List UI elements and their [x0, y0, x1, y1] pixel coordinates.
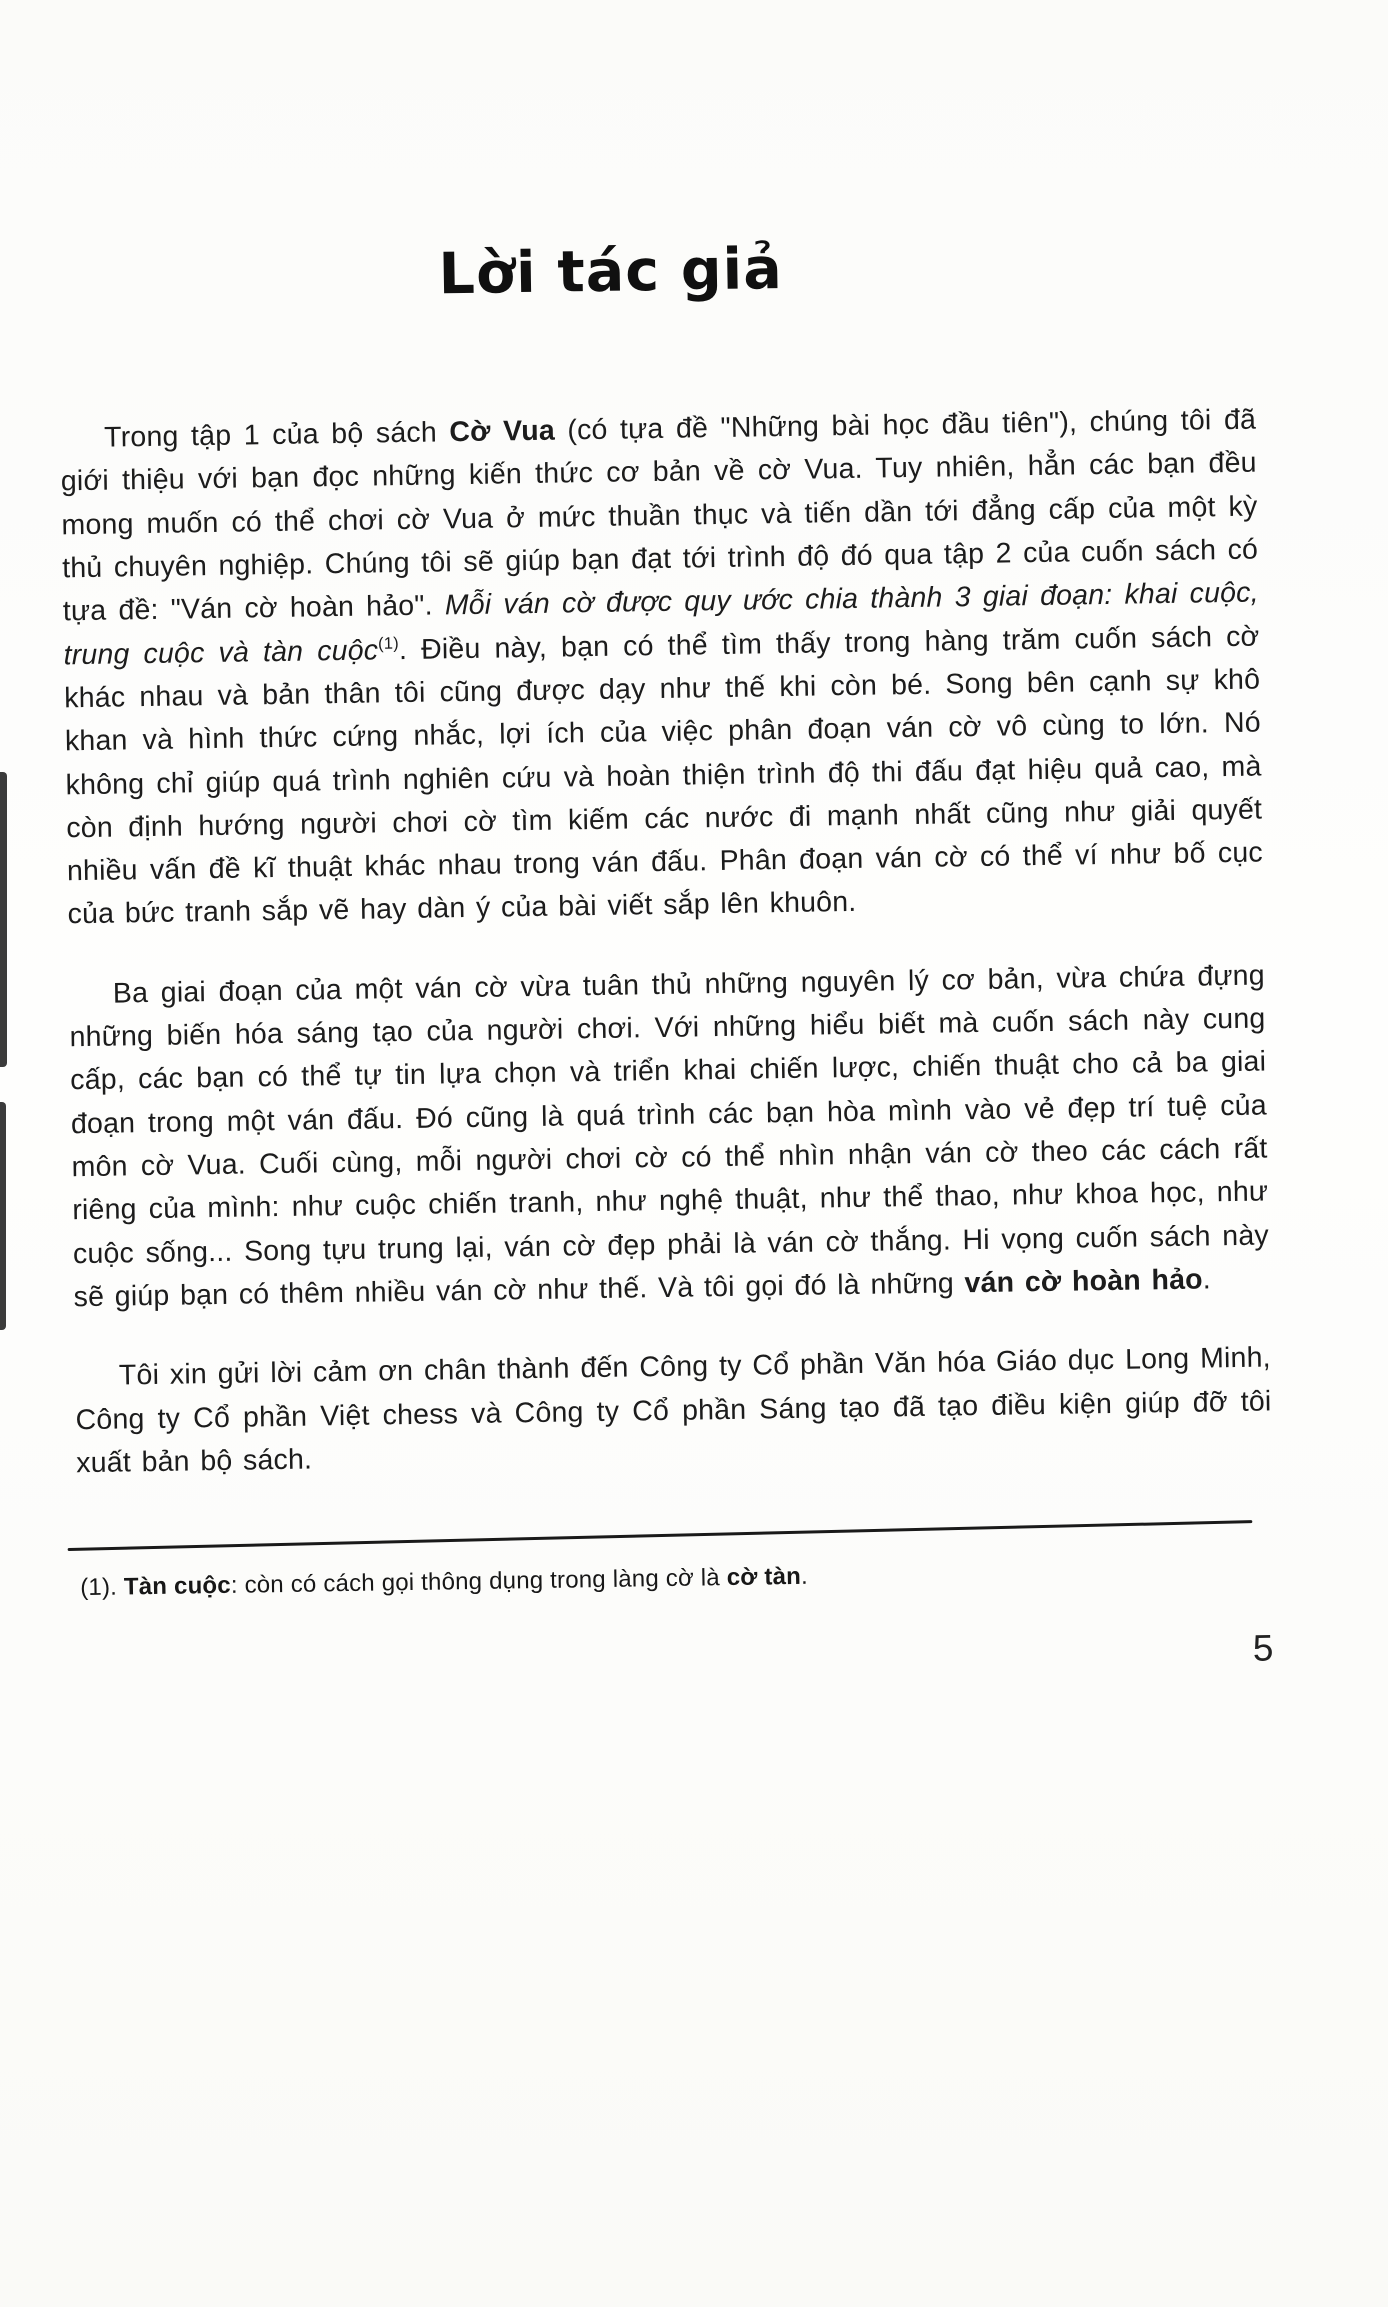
- paragraph: [60, 399, 1264, 937]
- text-segment: cờ tàn: [726, 1563, 802, 1592]
- text-segment: : còn có cách gọi thông dụng trong làng cờ là: [230, 1564, 727, 1600]
- text-segment: Trong tập 1 của bộ sách: [103, 416, 450, 454]
- text-segment: . Điều này, bạn có thể tìm thấy trong hàng trăm cuốn sách cờ khác nhau và bản thân tôi cũng được dạy như thế khi còn bé. Song bên cạnh sự khô khan và hình thức cứng nhắc, lợi ích của việc phân đoạn ván cờ vô cùng to lớn. Nó không chỉ giúp quá trình nghiên cứu và hoàn thiện trình độ thi đấu đạt hiệu quả cao, mà còn định hướng người chơi cờ tìm kiếm các nước đi mạnh nhất cũng như giải quyết nhiều vấn đề kĩ thuật khác nhau trong ván đấu. Phân đoạn ván cờ có thể ví như bố cục của bức tranh sắp vẽ hay dàn ý của bài viết sắp lên khuôn.: [64, 620, 1264, 931]
- text-segment: Tôi xin gửi lời cảm ơn chân thành đến Công ty Cổ phần Văn hóa Giáo dục Long Minh, Công ty Cổ phần Việt chess và Công ty Cổ phần Sáng tạo đã tạo điều kiện giúp đỡ tôi xuất bản bộ sách.: [75, 1341, 1272, 1480]
- paragraph: [75, 1337, 1273, 1486]
- paragraphs: [60, 399, 1273, 1486]
- page-content: [53, 0, 1275, 1688]
- scan-edge-artifact: [0, 772, 7, 1067]
- footnote-separator: [68, 1520, 1253, 1551]
- text-segment: (1).: [80, 1573, 125, 1602]
- text-segment: .: [800, 1562, 809, 1591]
- footnote: [80, 1556, 1274, 1603]
- text-segment: (có tựa đề "Những bài học đầu tiên"), chúng tôi đã giới thiệu với bạn đọc những kiến thức cơ bản về cờ Vua. Tuy nhiên, hẳn các bạn đều mong muốn có thể chơi cờ Vua ở mức thuần thục và tiến dần tới đẳng cấp của một kỳ thủ chuyên nghiệp. Chúng tôi sẽ giúp bạn đạt tới trình độ đó qua tập 2 của cuốn sách có tựa đề: "Ván cờ hoàn hảo".: [60, 403, 1259, 628]
- text-segment: Ba giai đoạn của một ván cờ vừa tuân thủ những nguyên lý cơ bản, vừa chứa đựng những biến hóa sáng tạo của người chơi. Với những hiểu biết mà cuốn sách này cung cấp, các bạn có thể tự tin lựa chọn và triển khai chiến lược, chiến thuật cho cả ba giai đoạn trong một ván đấu. Đó cũng là quá trình các bạn hòa mình vào vẻ đẹp trí tuệ của môn cờ Vua. Cuối cùng, mỗi người chơi cờ có thể nhìn nhận ván cờ theo các cách rất riêng của mình: như cuộc chiến tranh, như nghệ thuật, như thể thao, như khoa học, như cuộc sống... Song tựu trung lại, ván cờ đẹp phải là ván cờ thắng. Hi vọng cuốn sách này sẽ giúp bạn có thêm nhiều ván cờ như thế. Và tôi gọi đó là những: [69, 959, 1270, 1314]
- page-title: Lời tác giả: [438, 235, 784, 308]
- text-segment: Mỗi ván cờ được quy ước chia thành 3 giai đoạn: khai cuộc, trung cuộc và tàn cuộc: [63, 576, 1259, 671]
- text-segment: (1): [377, 633, 400, 653]
- paragraph: [69, 954, 1270, 1319]
- text-segment: .: [1202, 1263, 1212, 1296]
- page-number: 5: [1252, 1627, 1274, 1669]
- text-segment: ván cờ hoàn hảo: [964, 1263, 1203, 1300]
- text-segment: Cờ Vua: [449, 414, 556, 449]
- scan-edge-artifact: [0, 1102, 6, 1330]
- text-segment: Tàn cuộc: [123, 1572, 232, 1601]
